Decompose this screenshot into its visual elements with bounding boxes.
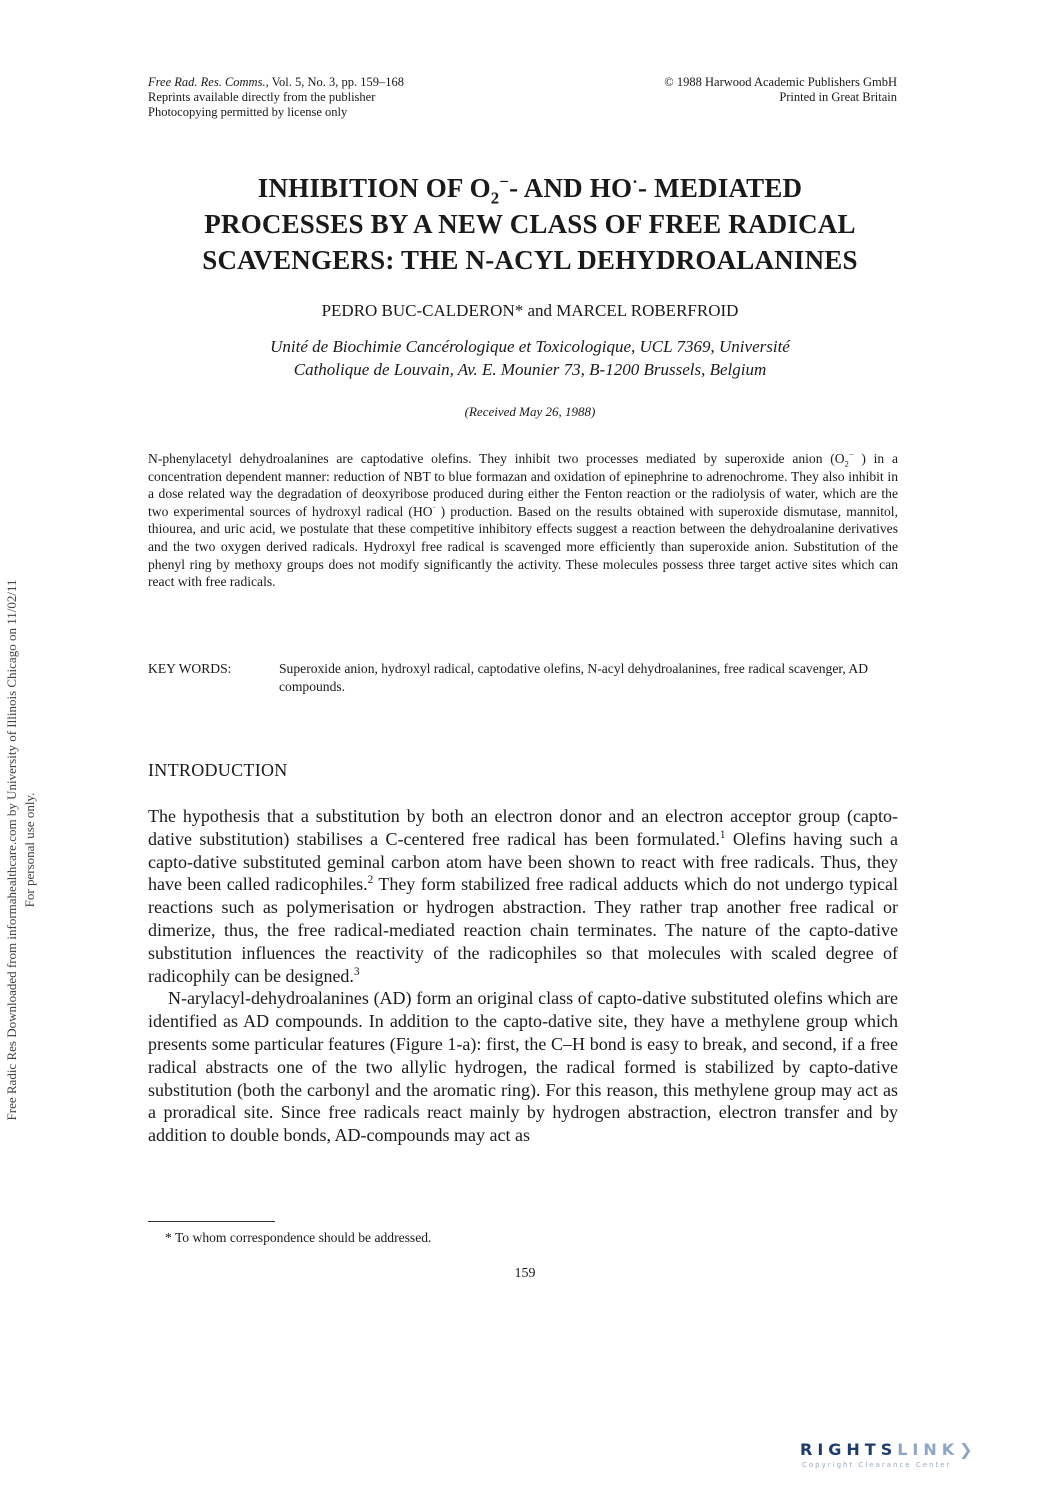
reprints-note: Reprints available directly from the publisher (148, 90, 376, 104)
page-number: 159 (514, 1266, 536, 1281)
footnote: * To whom correspondence should be addressed. (165, 1230, 432, 1245)
title-part: INHIBITION OF O (257, 173, 491, 203)
section-heading: INTRODUCTION (148, 760, 288, 780)
title-part: - AND HO (509, 173, 633, 203)
abstract (148, 450, 898, 591)
copyright-line: © 1988 Harwood Academic Publishers GmbH (664, 75, 897, 89)
abstract-text: N-phenylacetyl dehydroalanines are captodative olefins. They inhibit two processes mediated by superoxide anion (O (148, 451, 845, 466)
affiliation (100, 335, 960, 381)
paragraph-text: The hypothesis that a substitution by both an electron donor and an electron acceptor group (capto-dative substitution) stabilises a C-centered free radical has been formulated. (148, 806, 898, 849)
keywords-label: KEY WORDS: (148, 661, 232, 676)
abstract-subscript: 2 (844, 458, 849, 469)
paragraph (148, 805, 898, 987)
affiliation-line: Catholique de Louvain, Av. E. Mounier 73, B-1200 Brussels, Belgium (293, 360, 767, 379)
download-watermark (3, 400, 47, 1300)
journal-citation: , Vol. 5, No. 3, pp. 159–168 (265, 75, 405, 89)
received-date: (Received May 26, 1988) (464, 404, 596, 419)
chevron-right-icon: ❯ (959, 1440, 978, 1459)
abstract-radical-dot: · (432, 502, 436, 513)
title-radical-dot: · (632, 172, 638, 191)
reference-marker: 1 (719, 828, 726, 841)
paragraph-text: They form stabilized free radical adducts which do not undergo typical reactions such as polymerisation or hydrogen abstraction. They rather trap another free radical or dimerize, thus, the free radical-mediated reaction chain terminates. The nature of the capto-dative substitution influences the reactivity of the radicophiles so that molecules with scaled degree of radicophily can be designed. (148, 874, 898, 986)
paragraph-text: Olefins having such a capto-dative substituted geminal carbon atom have been shown to react with free radicals. Thus, they have been called radicophiles. (148, 828, 898, 895)
keywords-text: Superoxide anion, hydroxyl radical, captodative olefins, N-acyl dehydroalanines, free radical scavenger, AD compounds. (279, 661, 869, 694)
title-line: SCAVENGERS: THE N-ACYL DEHYDROALANINES (202, 245, 858, 275)
watermark-line: Free Radic Res Downloaded from informahealthcare.com by University of Illinois Chicago on 11/02/11 (4, 579, 19, 1121)
photocopy-note: Photocopying permitted by license only (148, 105, 348, 119)
logo-part: LINK (897, 1440, 960, 1459)
abstract-text: ) in a concentration dependent manner: reduction of NBT to blue formazan and oxidation of epinephrine to adrenochrome. They also inhibit in a dose related way the degradation of deoxyribose produced during either the Fenton reaction or the radiolysis of water, which are the two experimental sources of hydroxyl radical (HO (148, 451, 899, 519)
footnote-rule (148, 1221, 275, 1222)
introduction-body (148, 805, 898, 1147)
logo-tagline: Copyright Clearance Center (802, 1461, 952, 1469)
paragraph: N-arylacyl-dehydroalanines (AD) form an original class of capto-dative substituted olefins which are identified as AD compounds. In addition to the capto-dative site, they have a methylene group which presents some particular features (Figure 1-a): first, the C–H bond is easy to break, and second, if a free radical abstracts one of the two allylic hydrogen, the radical formed is stabilized by capto-dative substitution (both the carbonyl and the aromatic ring). For this reason, this methylene group may act as a proradical site. Since free radicals react mainly by hydrogen abstraction, electron transfer and by addition to double bonds, AD-compounds may act as (148, 988, 898, 1146)
abstract-text: ) production. Based on the results obtained with superoxide dismutase, mannitol, thiourea, and uric acid, we postulate that these competitive inhibitory effects suggest a reaction between the dehydroalanine derivatives and the two oxygen derived radicals. Hydroxyl free radical is scavenged more efficiently than superoxide anion. Substitution of the phenyl ring by methoxy groups does not modify significantly the activity. These molecules possess three target active sites which can react with free radicals. (148, 503, 898, 590)
article-title (100, 170, 960, 278)
rightslink-logo[interactable] (800, 1440, 1032, 1480)
author-list: PEDRO BUC-CALDERON* and MARCEL ROBERFROID (321, 301, 739, 320)
affiliation-line: Unité de Biochimie Cancérologique et Toxicologique, UCL 7369, Université (270, 337, 790, 356)
running-header-right (560, 75, 897, 105)
journal-name: Free Rad. Res. Comms. (148, 75, 266, 89)
title-superscript: − (499, 172, 510, 191)
logo-part: RIGHTS (800, 1440, 898, 1459)
keywords (148, 660, 898, 695)
running-header-left (148, 75, 568, 120)
watermark-line: For personal use only. (22, 792, 37, 908)
rightslink-wordmark (800, 1440, 1032, 1459)
abstract-superscript: − (848, 449, 854, 460)
reference-marker: 2 (367, 874, 374, 887)
reference-marker: 3 (353, 965, 360, 978)
printed-line: Printed in Great Britain (779, 90, 897, 104)
title-line: PROCESSES BY A NEW CLASS OF FREE RADICAL (204, 209, 856, 239)
title-subscript: 2 (490, 188, 500, 208)
title-part: - MEDIATED (638, 173, 803, 203)
